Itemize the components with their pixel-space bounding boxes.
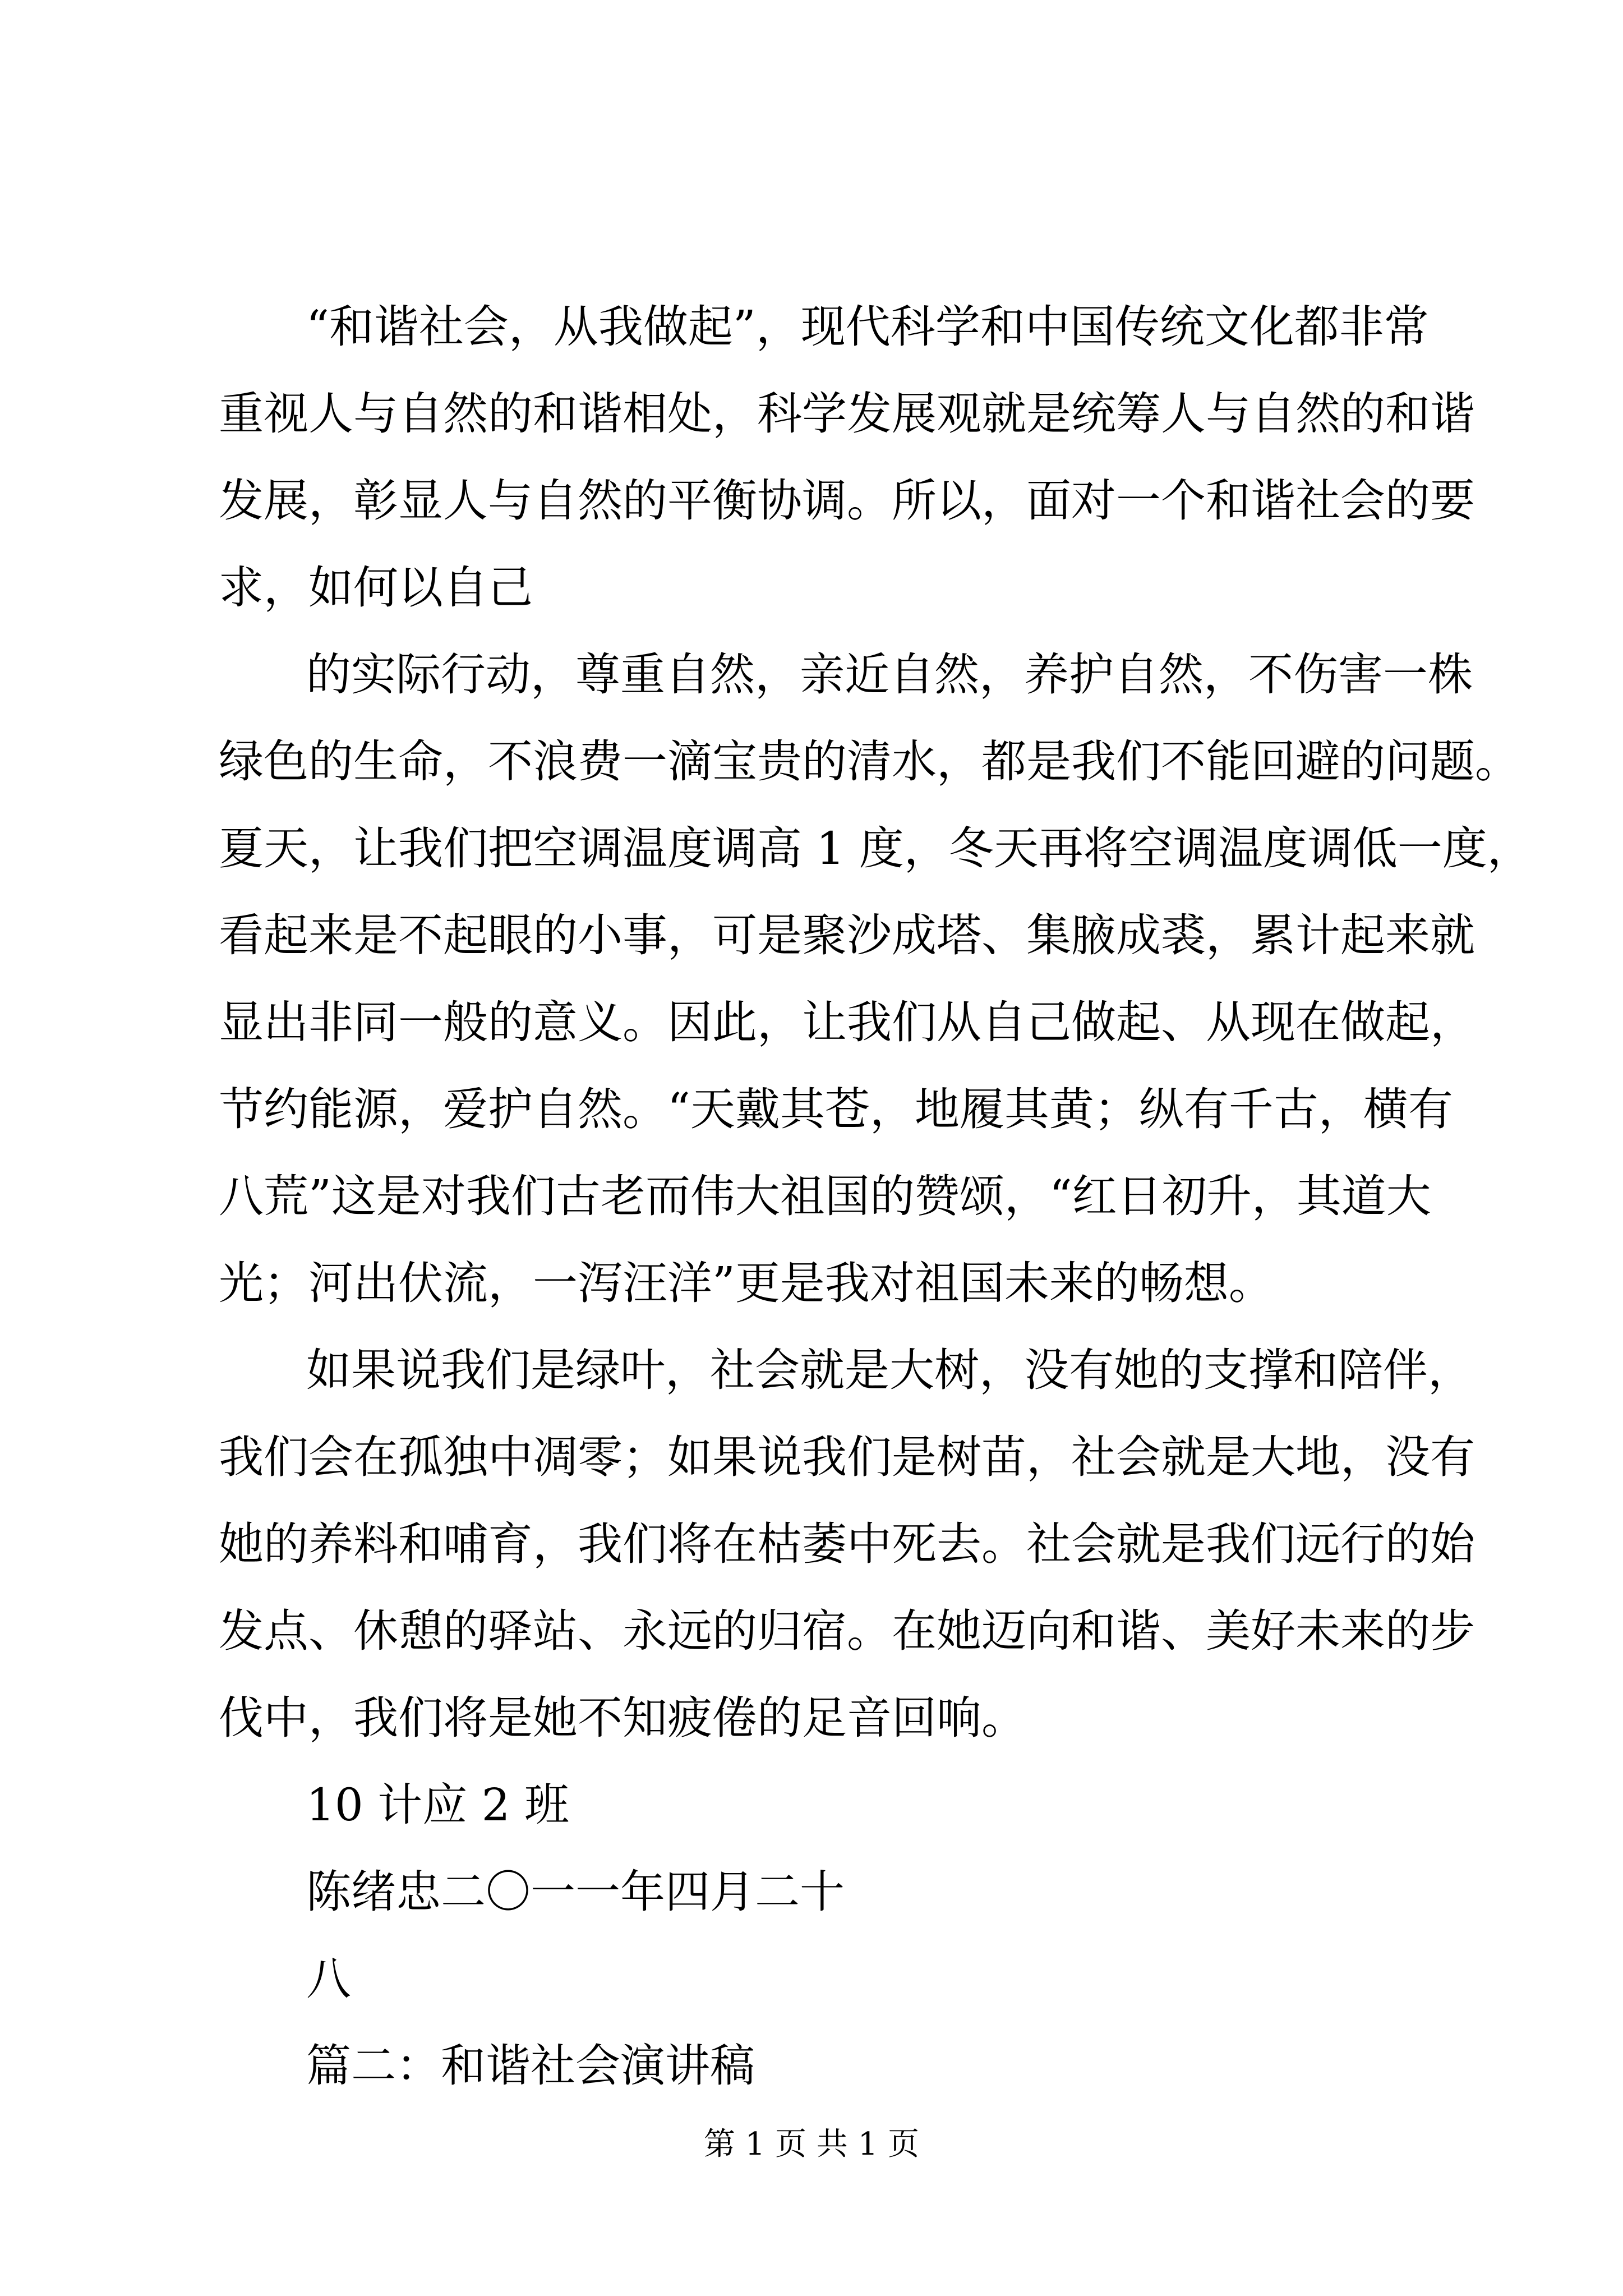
paragraph-3-line-5: 伐中，我们将是她不知疲倦的足音回响。 — [219, 1692, 1026, 1744]
paragraph-2-line-4: 看起来是不起眼的小事，可是聚沙成塔、集腋成裘，累计起来就 — [219, 909, 1475, 961]
paragraph-3-line-3: 她的养料和哺育，我们将在枯萎中死去。社会就是我们远行的始 — [219, 1518, 1475, 1570]
paragraph-1-line-2: 重视人与自然的和谐相处，科学发展观就是统筹人与自然的和谐 — [219, 388, 1475, 440]
paragraph-2-line-1: 的实际行动，尊重自然，亲近自然，养护自然，不伤害一株 — [306, 648, 1473, 701]
class-name: 10 计应 2 班 — [306, 1779, 569, 1831]
paragraph-1-line-4: 求，如何以自己 — [219, 562, 533, 614]
paragraph-2-line-8: 光；河出伏流，一泻汪洋”更是我对祖国未来的畅想。 — [219, 1257, 1274, 1309]
paragraph-1-line-3: 发展，彰显人与自然的平衡协调。所以，面对一个和谐社会的要 — [219, 475, 1475, 527]
paragraph-2-line-3: 夏天，让我们把空调温度调高 1 度，冬天再将空调温度调低一度， — [219, 822, 1532, 875]
next-section-title: 篇二：和谐社会演讲稿 — [306, 2040, 755, 2092]
page-footer: 第 1 页 共 1 页 — [703, 2126, 920, 2162]
paragraph-2-line-2: 绿色的生命，不浪费一滴宝贵的清水，都是我们不能回避的问题。 — [219, 735, 1520, 788]
author-date: 陈绪忠二〇一一年四月二十 — [306, 1866, 845, 1918]
author-date-continuation: 八 — [306, 1953, 351, 2005]
paragraph-2-line-5: 显出非同一般的意义。因此，让我们从自己做起、从现在做起， — [219, 996, 1475, 1048]
paragraph-3-line-1: 如果说我们是绿叶，社会就是大树，没有她的支撑和陪伴， — [306, 1344, 1473, 1396]
paragraph-2-line-6: 节约能源，爱护自然。“天戴其苍，地履其黄；纵有千古，横有 — [219, 1083, 1453, 1135]
paragraph-1-line-1: “和谐社会，从我做起”，现代科学和中国传统文化都非常 — [306, 301, 1429, 353]
paragraph-3-line-4: 发点、休憩的驿站、永远的归宿。在她迈向和谐、美好未来的步 — [219, 1605, 1475, 1657]
paragraph-2-line-7: 八荒”这是对我们古老而伟大祖国的赞颂，“红日初升，其道大 — [219, 1170, 1431, 1222]
paragraph-3-line-2: 我们会在孤独中凋零；如果说我们是树苗，社会就是大地，没有 — [219, 1431, 1475, 1483]
